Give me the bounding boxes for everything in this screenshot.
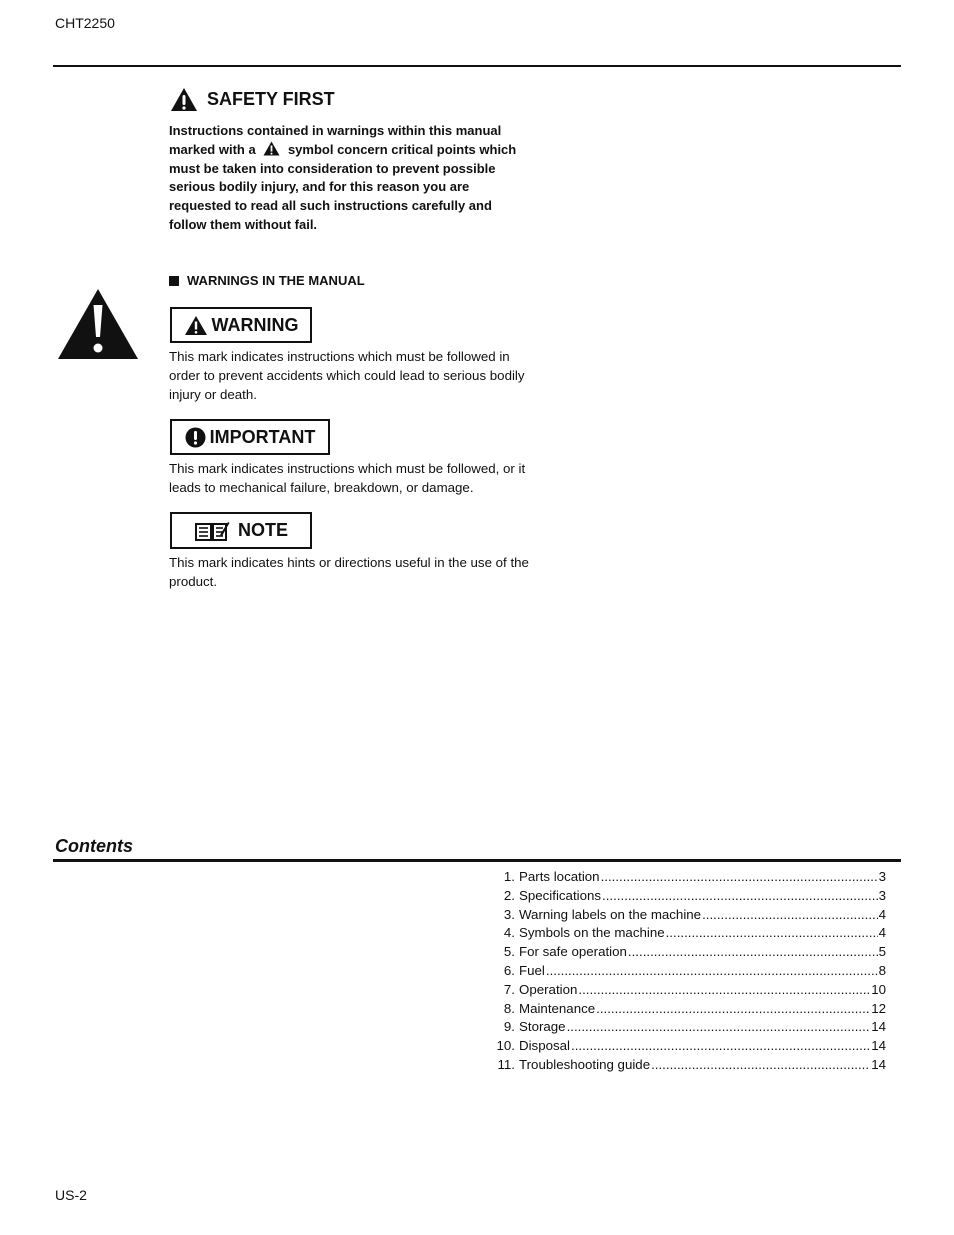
contents-title: Contents (55, 836, 133, 856)
important-mark-box (170, 419, 330, 455)
toc-dot-leader (651, 1056, 870, 1075)
toc-entry-title: Disposal (519, 1038, 570, 1054)
toc-entry[interactable] (486, 868, 886, 887)
safety-first-title: SAFETY FIRST (207, 89, 335, 109)
toc-entry[interactable] (486, 1018, 886, 1037)
warning-label: WARNING (211, 314, 299, 335)
important-label: IMPORTANT (209, 426, 316, 447)
toc-entry-number: 8. (503, 1000, 515, 1016)
toc-entry-number: 1. (503, 869, 515, 884)
warning-triangle-icon (263, 141, 280, 156)
safety-first-heading (170, 87, 335, 112)
toc-dot-leader (602, 887, 878, 906)
toc-entry[interactable] (486, 887, 886, 906)
toc-entry[interactable] (486, 981, 886, 1000)
square-bullet-icon (169, 276, 179, 286)
toc-entry-number: 2. (503, 887, 515, 903)
page-number: US-2 (55, 1187, 87, 1203)
toc-entry[interactable] (486, 1000, 886, 1019)
safety-first-body (169, 122, 529, 235)
toc-dot-leader (666, 924, 878, 943)
toc-entry-number: 6. (503, 962, 515, 978)
toc-entry[interactable] (486, 1037, 886, 1056)
toc-entry-page: 8 (878, 962, 886, 978)
toc-entry-number: 9. (503, 1019, 515, 1035)
table-of-contents (486, 868, 886, 1075)
safety-body-after-icon: symbol concern critical points which must be taken into consideration to prevent possible serious bodily injury, and for this reason you are requested to read all such instructions carefully and follow them without fail. (169, 141, 517, 232)
toc-dot-leader (702, 906, 878, 925)
toc-entry-title: Parts location (519, 869, 600, 884)
toc-dot-leader (596, 1000, 870, 1019)
warnings-section-title (169, 273, 365, 288)
toc-entry-title: Warning labels on the machine (519, 906, 702, 922)
important-description: This mark indicates instructions which must be followed, or it leads to mechanical failure, breakdown, or damage. (169, 461, 526, 495)
toc-entry[interactable] (486, 962, 886, 981)
toc-entry-number: 7. (503, 981, 515, 997)
toc-dot-leader (567, 1018, 871, 1037)
toc-entry-title: Specifications (519, 887, 602, 903)
toc-entry[interactable] (486, 924, 886, 943)
toc-entry[interactable] (486, 943, 886, 962)
toc-dot-leader (546, 962, 878, 981)
toc-dot-leader (628, 943, 878, 962)
toc-entry-number: 10. (496, 1038, 515, 1054)
toc-entry-page: 3 (878, 887, 886, 903)
note-label: NOTE (237, 520, 288, 540)
warning-triangle-icon (184, 315, 208, 336)
toc-entry-number: 5. (503, 944, 515, 960)
toc-entry-page: 5 (878, 944, 886, 960)
toc-entry-title: Maintenance (519, 1000, 596, 1016)
toc-entry-page: 14 (871, 1056, 886, 1072)
top-divider (53, 65, 901, 67)
toc-entry-page: 14 (871, 1038, 886, 1054)
toc-entry-title: Fuel (519, 962, 545, 978)
toc-entry-number: 3. (503, 906, 515, 922)
model-code: CHT2250 (55, 15, 115, 31)
warnings-section-title-text: WARNINGS IN THE MANUAL (187, 273, 365, 288)
contents-divider (53, 859, 901, 862)
exclamation-circle-icon (185, 427, 206, 448)
warning-mark-box (170, 307, 312, 343)
large-warning-triangle-icon (56, 287, 140, 361)
toc-entry-page: 12 (871, 1000, 886, 1016)
toc-entry-title: Symbols on the machine (519, 925, 665, 941)
toc-dot-leader (571, 1037, 870, 1056)
toc-entry[interactable] (486, 1056, 886, 1075)
toc-entry-title: Operation (519, 981, 578, 997)
toc-entry-page: 10 (871, 981, 886, 997)
toc-dot-leader (578, 981, 870, 1000)
toc-entry[interactable] (486, 906, 886, 925)
toc-entry-number: 11. (497, 1056, 515, 1072)
warning-triangle-icon (170, 87, 198, 112)
note-description: This mark indicates hints or directions useful in the use of the product. (169, 555, 529, 589)
toc-entry-title: For safe operation (519, 944, 627, 960)
toc-entry-number: 4. (503, 925, 515, 941)
toc-entry-page: 3 (878, 869, 886, 884)
safety-body-before-icon: Instructions contained in warnings within this manual marked with a (169, 123, 502, 157)
warning-description: This mark indicates instructions which must be followed in order to prevent accidents which could lead to serious bodily injury or death. (169, 349, 525, 402)
toc-dot-leader (601, 868, 878, 887)
note-mark-box (170, 512, 312, 549)
toc-entry-title: Storage (519, 1019, 566, 1035)
toc-entry-page: 4 (878, 925, 886, 941)
toc-entry-page: 4 (878, 906, 886, 922)
toc-entry-title: Troubleshooting guide (519, 1056, 651, 1072)
toc-entry-page: 14 (871, 1019, 886, 1035)
open-book-note-icon (194, 520, 230, 542)
